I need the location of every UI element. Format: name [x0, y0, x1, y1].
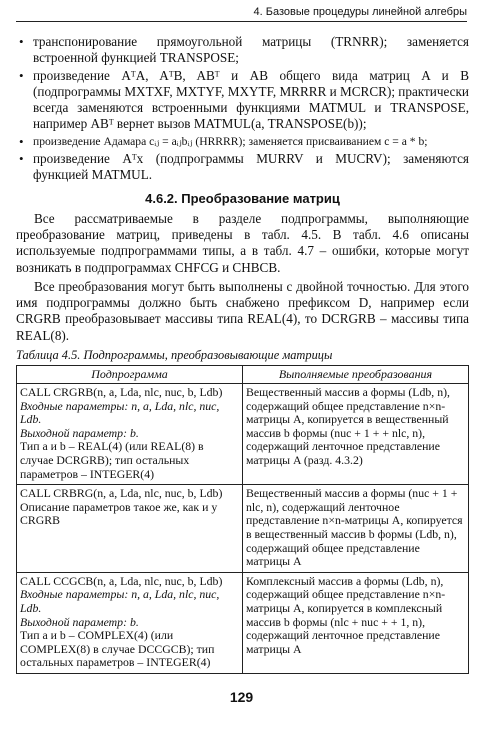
page-number: 129 [229, 689, 254, 705]
column-header: Выполняемые преобразования [243, 366, 469, 384]
bullet-icon: • [19, 34, 24, 49]
list-item: • произведение Адамара cᵢⱼ = aᵢⱼbᵢⱼ (HRRRR); заменяется присваиванием c = a * b; [19, 133, 428, 149]
description-text: Вещественный массив a формы (nuc + 1 + nlc, n), содержащий ленточное представление n×n-матрицы A, копируется в вещественный массив b формы (Ldb, n), содержащий общее представление матрицы A [246, 486, 463, 569]
list-item: • транспонирование прямоугольной матрицы (TRNRR); заменяется встроенной функцией TRANSPOSE; [19, 34, 469, 66]
table-row [17, 384, 469, 485]
input-params: Входные параметры: n, a, Lda, nlc, nuc, Ldb. [20, 587, 220, 615]
running-title: 4. Базовые процедуры линейной алгебры [253, 6, 467, 18]
paragraph: Все преобразования могут быть выполнены с двойной точностью. Для этого имя подпрограммы должно быть снабжено префиксом D, например если CRGRB преобразовывает массивы типа REAL(4), то DCRGRB – массивы типа REAL(8). [16, 278, 469, 343]
output-params: Выходной параметр: b. [20, 425, 139, 440]
call-signature: CALL CRBRG(n, a, Lda, nlc, nuc, b, Ldb) [20, 486, 223, 501]
table-caption: Таблица 4.5. Подпрограммы, преобразовывающие матрицы [16, 348, 333, 363]
table-row [17, 485, 469, 573]
param-types: Тип a и b – COMPLEX(4) (или COMPLEX(8) в случае DCCGCB); тип остальных параметров – INTEGER(4) [20, 628, 215, 670]
column-header: Подпрограмма [17, 366, 243, 384]
param-types: Тип a и b – REAL(4) (или REAL(8) в случае DCRGRB); тип остальных параметров – INTEGER(4) [20, 439, 204, 481]
bullet-icon: • [19, 151, 24, 167]
page-content [16, 34, 469, 674]
list-item: • произведение Aᵀx (подпрограммы MURRV и MUCRV); заменяются функцией MATMUL. [19, 151, 469, 183]
table-row [17, 572, 469, 673]
table-cell-subroutine [17, 384, 243, 485]
input-params: Входные параметры: n, a, Lda, nlc, nuc, Ldb. [20, 398, 220, 427]
table-cell-description [243, 485, 469, 573]
param-note: Описание параметров такое же, как и у CRGRB [20, 499, 218, 528]
subroutines-table [16, 365, 469, 674]
call-signature: CALL CRGRB(n, a, Lda, nlc, nuc, b, Ldb) [20, 385, 223, 400]
table-cell-subroutine [17, 485, 243, 573]
output-params: Выходной параметр: b. [20, 614, 139, 629]
table-cell-description [243, 572, 469, 673]
list-item: • произведение AᵀA, AᵀB, ABᵀ и AB общего вида матриц A и B (подпрограммы MXTXF, MXTYF, MXYTF, MRRRR и MCRCR); практически всегда заменяются встроенными функциями MATMUL и TRANSPOSE, например ABᵀ вернет вызов MATMUL(a, TRANSPOSE(b)); [19, 67, 469, 132]
section-title: 4.6.2. Преобразование матриц [145, 190, 340, 206]
call-signature: CALL CCGCB(n, a, Lda, nlc, nuc, b, Ldb) [20, 573, 223, 588]
bullet-icon: • [19, 67, 24, 83]
table-cell-subroutine [17, 572, 243, 673]
paragraph: Все рассматриваемые в разделе подпрограммы, выполняющие преобразование матриц, приведены в табл. 4.5. В табл. 4.6 описаны используемые подпрограммами типы, а в табл. 4.7 – ошибки, которые могут возникать в подпрограммах CHFCG и CHBCB. [16, 210, 469, 275]
description-text: Комплексный массив a формы (Ldb, n), содержащий общее представление n×n-матрицы A, копируется в комплексный массив b формы (nlc + nuc + + 1, n), содержащий ленточное представление матрицы A [246, 573, 446, 656]
bullet-icon: • [19, 133, 24, 149]
running-header [16, 6, 467, 22]
table-cell-description [243, 384, 469, 485]
description-text: Вещественный массив a формы (Ldb, n), содержащий общее представление n×n-матрицы A, копируется в вещественный массив b формы (nuc + 1 + + nlc, n), содержащий ленточное представление матрицы A (разд. 4.3.2) [246, 385, 450, 468]
table-header-row [17, 366, 469, 384]
bullet-list [16, 34, 469, 184]
